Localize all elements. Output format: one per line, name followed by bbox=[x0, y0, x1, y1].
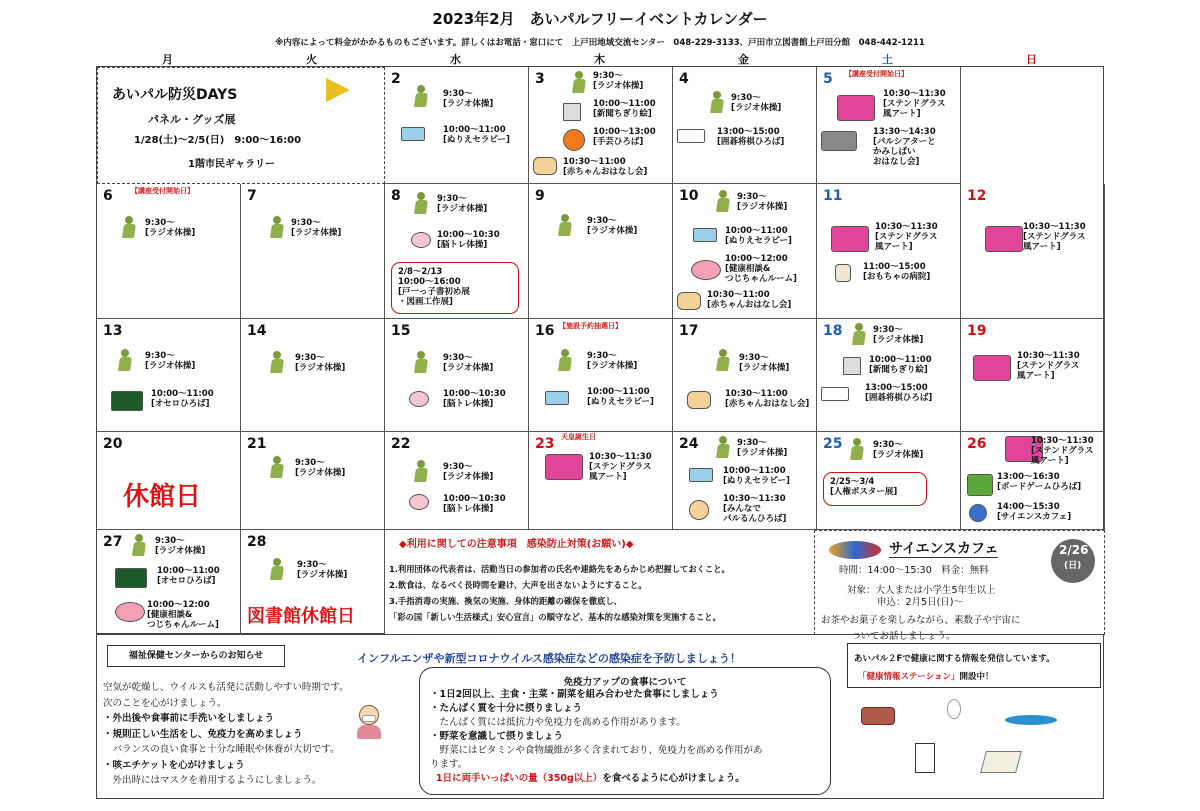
day-cell bbox=[817, 67, 961, 184]
prevention-line: ・咳エチケットを心がけましょう bbox=[103, 759, 245, 771]
day-number: 26 bbox=[967, 436, 987, 452]
day-number: 11 bbox=[823, 188, 843, 204]
meat-icon bbox=[861, 707, 895, 725]
event-text: 9:30～ [ラジオ体操] bbox=[873, 440, 924, 460]
science-cafe-panel bbox=[814, 530, 1105, 642]
day-cell bbox=[673, 432, 817, 530]
radio-exercise-icon bbox=[571, 71, 587, 93]
exhibit-place: 1階市民ギャラリー bbox=[188, 159, 275, 170]
event-text: 13:00～16:30 [ボードゲームひろば] bbox=[997, 472, 1082, 492]
radio-exercise-icon bbox=[269, 558, 285, 580]
day-number: 13 bbox=[103, 323, 123, 339]
radio-exercise-icon bbox=[715, 349, 731, 371]
radio-exercise-icon bbox=[413, 460, 429, 482]
stained-icon bbox=[985, 226, 1023, 252]
science-cafe-line: ついてお話しましょう。 bbox=[851, 631, 956, 642]
welfare-center-label: 福祉保健センターからのお知らせ bbox=[107, 645, 285, 667]
weekday-label: 火 bbox=[306, 53, 317, 66]
event-text: 9:30～ [ラジオ体操] bbox=[443, 353, 494, 373]
event-text: 10:30～11:30 [ステンドグラス 風アート] bbox=[875, 222, 938, 252]
event-text: 9:30～ [ラジオ体操] bbox=[737, 438, 788, 458]
exhibit-dates: 1/28(土)～2/5(日) 9:00～16:00 bbox=[134, 135, 302, 146]
event-text: 9:30～ [ラジオ体操] bbox=[145, 218, 196, 238]
event-text: 10:30～11:30 [ステンドグラス 風アート] bbox=[1023, 222, 1086, 252]
closed-day-label: 休館日 bbox=[123, 482, 202, 512]
page-title: 2023年2月 あいパルフリーイベントカレンダー bbox=[432, 10, 768, 28]
event-text: 10:30～11:00 [赤ちゃんおはなし会] bbox=[707, 290, 792, 310]
event-text: 10:00～10:30 [脳トレ体操] bbox=[437, 230, 500, 250]
radio-exercise-icon bbox=[117, 349, 133, 371]
day-number: 7 bbox=[247, 188, 257, 204]
weekday-label: 水 bbox=[450, 53, 461, 66]
event-text: 10:30～11:30 [ステンドグラス 風アート] bbox=[589, 452, 652, 482]
science-cafe-line: 申込：2月5日(日)～ bbox=[877, 597, 964, 608]
planet-icon bbox=[829, 541, 881, 559]
day-cell bbox=[817, 184, 961, 319]
event-text: 14:00～15:30 [サイエンスカフェ] bbox=[997, 502, 1072, 522]
vegetable-amount: 1日に両手いっぱいの量（350g以上） bbox=[436, 773, 603, 784]
event-text: 9:30～ [ラジオ体操] bbox=[297, 560, 348, 580]
day-tag: 【講座受付開始日】 bbox=[845, 70, 908, 78]
weekday-label: 木 bbox=[594, 53, 605, 66]
milk-icon bbox=[915, 743, 935, 773]
food-advice-last-rest: を食べるように心がけましょう。 bbox=[602, 773, 745, 784]
radio-exercise-icon bbox=[269, 216, 285, 238]
prevention-line: ・外出後や食事前に手洗いをしましょう bbox=[103, 713, 275, 724]
health-station-name: 「健康情報ステーション」 bbox=[858, 672, 960, 682]
event-text: 10:30～11:30 [ステンドグラス 風アート] bbox=[1031, 436, 1094, 466]
day-cell bbox=[961, 184, 1105, 319]
caution-item: 「彩の国「新しい生活様式」安心宣言」の順守など、基本的な感染対策を実施すること。 bbox=[389, 612, 721, 622]
food-advice-line: ・野菜を意識して摂りましょう bbox=[430, 731, 564, 742]
kenko-icon bbox=[115, 602, 145, 622]
stained-icon bbox=[545, 454, 583, 480]
event-text: 10:00～13:00 [手芸ひろば] bbox=[593, 127, 656, 147]
science-cafe-date: 2/26 bbox=[1059, 543, 1089, 557]
kenko-icon bbox=[691, 260, 721, 280]
calligraphy-exhibit-box: 2/8～2/13 10:00～16:00 [戸一っ子書初め展 ・図画工作展] bbox=[391, 262, 519, 314]
event-text: 10:30～11:30 [みんなで パルるんひろば] bbox=[723, 494, 787, 524]
food-advice-line: ります。 bbox=[430, 759, 468, 770]
day-number: 19 bbox=[967, 323, 987, 339]
egg-icon bbox=[947, 699, 961, 719]
caution-panel bbox=[385, 530, 817, 635]
event-text: 9:30～ [ラジオ体操] bbox=[295, 458, 346, 478]
food-advice-line: 野菜にはビタミンや食物繊維が多く含まれており、免疫力を高める作用があ bbox=[430, 745, 763, 756]
radio-exercise-icon bbox=[851, 323, 867, 345]
othello-icon bbox=[115, 568, 147, 588]
prevention-line: ・規則正しい生活をし、免疫力を高めましょう bbox=[103, 728, 303, 740]
event-text: 9:30～ [ラジオ体操] bbox=[443, 89, 494, 109]
igo-icon bbox=[677, 129, 705, 143]
event-text: 10:00～11:00 [新聞ちぎり絵] bbox=[593, 99, 656, 119]
event-text: 10:00～11:00 [新聞ちぎり絵] bbox=[869, 355, 932, 375]
day-cell bbox=[97, 432, 241, 530]
radio-exercise-icon bbox=[557, 214, 573, 236]
day-number: 23 bbox=[535, 436, 555, 452]
day-cell bbox=[673, 67, 817, 184]
event-text: 9:30～ [ラジオ体操] bbox=[291, 218, 342, 238]
nurie-icon bbox=[689, 468, 713, 482]
weekday-label: 土 bbox=[882, 53, 893, 66]
stained-icon bbox=[831, 226, 869, 252]
day-cell bbox=[241, 432, 385, 530]
day-cell bbox=[97, 319, 241, 432]
science-cafe-line: お茶やお菓子を楽しみながら、素数子や宇宙に bbox=[821, 615, 1021, 626]
caution-item: 3.手指消毒の実施、換気の実施、身体的距離の確保を徹底し、 bbox=[389, 596, 622, 606]
infection-headline: インフルエンザや新型コロナウイルス感染症などの感染症を予防しましょう！ bbox=[357, 652, 741, 665]
day-number: 28 bbox=[247, 534, 267, 550]
day-cell bbox=[385, 319, 529, 432]
food-advice-line: ・1日2回以上、主食・主菜・副菜を組み合わせた食事にしましょう bbox=[430, 689, 719, 700]
science-cafe-line: 対象：大人または小学生5年生以上 bbox=[847, 585, 996, 596]
radio-exercise-icon bbox=[131, 534, 147, 556]
human-rights-poster-box: 2/25～3/4 [人権ポスター展] bbox=[823, 472, 927, 506]
contact-notice: ※内容によって料金がかかるものもございます。詳しくはお電話・窓口にて 上戸田地域交流センター 048-229-3133、戸田市立図書館上戸田分館 048-442-1211 bbox=[275, 38, 925, 48]
health-station-line bbox=[858, 670, 994, 682]
brain-icon bbox=[411, 232, 431, 248]
health-station-text: あいパル２Fで健康に関する情報を発信しています。 bbox=[854, 654, 1055, 664]
palsiator-icon bbox=[821, 131, 857, 151]
igo-icon bbox=[821, 387, 849, 401]
caution-item: 2.飲食は、なるべく長時間を避け、大声を出さないようにすること。 bbox=[389, 580, 647, 590]
exhibit-subtitle: パネル・グッズ展 bbox=[148, 113, 236, 126]
day-number: 20 bbox=[103, 436, 123, 452]
weekday-label: 金 bbox=[738, 53, 749, 66]
othello-icon bbox=[111, 391, 143, 411]
event-text: 10:00～10:30 [脳トレ体操] bbox=[443, 389, 506, 409]
event-text: 10:00～11:00 [ぬりえセラピー] bbox=[725, 226, 792, 246]
day-number: 27 bbox=[103, 534, 123, 550]
exhibit-panel bbox=[97, 67, 385, 184]
library-closed-label: 図書館休館日 bbox=[247, 606, 355, 627]
day-tag: 【施設予約抽選日】 bbox=[559, 322, 622, 330]
minna-icon bbox=[689, 500, 709, 520]
event-text: 9:30～ [ラジオ体操] bbox=[443, 462, 494, 482]
radio-exercise-icon bbox=[709, 91, 725, 113]
day-cell bbox=[529, 184, 673, 319]
day-number: 22 bbox=[391, 436, 411, 452]
event-text: 10:30～11:00 [赤ちゃんおはなし会] bbox=[725, 389, 810, 409]
radio-exercise-icon bbox=[413, 85, 429, 107]
event-text: 9:30～ [ラジオ体操] bbox=[873, 325, 924, 345]
event-text: 10:00～11:00 [ぬりえセラピー] bbox=[723, 466, 790, 486]
event-text: 11:00～15:00 [おもちゃの病院] bbox=[863, 262, 931, 282]
brain-icon bbox=[409, 494, 429, 510]
day-number: 18 bbox=[823, 323, 843, 339]
day-number: 6 bbox=[103, 188, 113, 204]
food-advice-line: たんぱく質には抵抗力や免疫力を高める作用があります。 bbox=[430, 717, 686, 728]
day-tag: 天皇誕生日 bbox=[561, 433, 596, 441]
day-cell bbox=[97, 530, 241, 635]
radio-exercise-icon bbox=[413, 351, 429, 373]
radio-exercise-icon bbox=[269, 456, 285, 478]
radio-exercise-icon bbox=[715, 436, 731, 458]
event-text: 10:00～11:00 [ぬりえセラピー] bbox=[587, 387, 654, 407]
day-number: 10 bbox=[679, 188, 699, 204]
event-text: 9:30～ [ラジオ体操] bbox=[145, 351, 196, 371]
day-number: 3 bbox=[535, 71, 545, 87]
weekday-label: 日 bbox=[1026, 53, 1037, 66]
event-text: 9:30～ [ラジオ体操] bbox=[737, 192, 788, 212]
day-number: 2 bbox=[391, 71, 401, 87]
event-text: 9:30～ [ラジオ体操] bbox=[587, 351, 638, 371]
akachan-icon bbox=[677, 292, 701, 310]
akachan-icon bbox=[533, 157, 557, 175]
shugei-icon bbox=[563, 129, 585, 151]
food-advice-line: ・たんぱく質を十分に摂りましょう bbox=[430, 703, 583, 714]
fish-icon bbox=[1005, 715, 1057, 725]
prevention-line: バランスの良い食事と十分な睡眠や休養が大切です。 bbox=[103, 744, 340, 755]
day-number: 12 bbox=[967, 188, 987, 204]
omocha-icon bbox=[835, 264, 851, 282]
stained-icon bbox=[973, 355, 1011, 381]
day-tag: 【講座受付開始日】 bbox=[131, 187, 194, 195]
day-number: 9 bbox=[535, 188, 545, 204]
nurie-icon bbox=[545, 391, 569, 405]
event-text: 10:00～11:00 [ぬりえセラピー] bbox=[443, 125, 510, 145]
day-cell bbox=[241, 184, 385, 319]
food-advice-box bbox=[419, 667, 831, 795]
radio-exercise-icon bbox=[849, 438, 865, 460]
day-number: 4 bbox=[679, 71, 689, 87]
day-number: 8 bbox=[391, 188, 401, 204]
event-text: 9:30～ [ラジオ体操] bbox=[739, 353, 790, 373]
weekday-label: 月 bbox=[162, 53, 173, 66]
event-text: 9:30～ [ラジオ体操] bbox=[731, 93, 782, 113]
event-text: 9:30～ [ラジオ体操] bbox=[593, 71, 644, 91]
radio-exercise-icon bbox=[269, 351, 285, 373]
radio-exercise-icon bbox=[121, 216, 137, 238]
mask-person-icon bbox=[355, 705, 383, 741]
radio-exercise-icon bbox=[557, 349, 573, 371]
board-icon bbox=[967, 474, 993, 496]
event-text: 10:00～10:30 [脳トレ体操] bbox=[443, 494, 506, 514]
nurie-icon bbox=[401, 127, 425, 141]
event-text: 10:00～12:00 [健康相談& つじちゃんルーム] bbox=[147, 600, 219, 630]
prevention-line: 次のことを心がけましょう。 bbox=[103, 697, 227, 709]
event-text: 10:00～11:00 [オセロひろば] bbox=[157, 566, 220, 586]
day-number: 15 bbox=[391, 323, 411, 339]
brain-icon bbox=[409, 391, 429, 407]
day-number: 17 bbox=[679, 323, 699, 339]
prevention-line: 空気が乾燥し、ウイルスも活発に活動しやすい時期です。 bbox=[103, 682, 349, 693]
prevention-line: 外出時にはマスクを着用するようにしましょう。 bbox=[103, 775, 322, 786]
stained-icon bbox=[837, 95, 875, 121]
event-text: 10:30～11:30 [ステンドグラス 風アート] bbox=[1017, 351, 1080, 381]
event-text: 10:00～12:00 [健康相談& つじちゃんルーム] bbox=[725, 254, 797, 284]
day-cell bbox=[529, 319, 673, 432]
exhibit-title: あいパル防災DAYS bbox=[112, 87, 238, 103]
day-number: 21 bbox=[247, 436, 267, 452]
event-text: 9:30～ [ラジオ体操] bbox=[587, 216, 638, 236]
caution-item: 1.利用団体の代表者は、活動当日の参加者の氏名や連絡先をあらかじめ把握しておくこと。 bbox=[389, 564, 730, 574]
event-text: 10:30～11:00 [赤ちゃんおはなし会] bbox=[563, 157, 648, 177]
science-icon bbox=[969, 504, 987, 522]
calendar-grid bbox=[96, 66, 1104, 642]
day-cell bbox=[385, 67, 529, 184]
day-number: 25 bbox=[823, 436, 843, 452]
tofu-icon bbox=[980, 751, 1022, 773]
shinbun-icon bbox=[843, 357, 861, 375]
science-cafe-dow: (日) bbox=[1064, 561, 1082, 571]
health-station-open: 開設中！ bbox=[959, 672, 994, 682]
day-cell bbox=[529, 432, 673, 530]
day-cell bbox=[673, 184, 817, 319]
radio-exercise-icon bbox=[715, 190, 731, 212]
day-number: 14 bbox=[247, 323, 267, 339]
day-number: 16 bbox=[535, 323, 555, 339]
science-cafe-title: サイエンスカフェ bbox=[889, 541, 999, 557]
event-text: 9:30～ [ラジオ体操] bbox=[295, 353, 346, 373]
event-text: 10:30～11:30 [ステンドグラス 風アート] bbox=[883, 89, 946, 119]
nurie-icon bbox=[693, 228, 717, 242]
food-advice-last bbox=[436, 772, 745, 786]
event-text: 13:00～15:00 [囲碁将棋ひろば] bbox=[717, 127, 785, 147]
shinbun-icon bbox=[563, 103, 581, 121]
day-cell bbox=[673, 319, 817, 432]
event-text: 9:30～ [ラジオ体操] bbox=[437, 194, 488, 214]
science-cafe-line: 時間：14:00～15:30 料金：無料 bbox=[839, 565, 989, 576]
day-cell bbox=[817, 319, 961, 432]
health-notice-section bbox=[96, 634, 1104, 799]
megaphone-icon bbox=[326, 78, 350, 102]
event-text: 10:00～11:00 [オセロひろば] bbox=[151, 389, 214, 409]
day-cell bbox=[385, 432, 529, 530]
day-number: 24 bbox=[679, 436, 699, 452]
day-number: 5 bbox=[823, 71, 833, 87]
event-text: 13:00～15:00 [囲碁将棋ひろば] bbox=[865, 383, 933, 403]
food-advice-title: 免疫力アップの食事について bbox=[563, 677, 687, 688]
day-cell bbox=[961, 319, 1105, 432]
radio-exercise-icon bbox=[413, 192, 429, 214]
day-cell bbox=[961, 432, 1105, 530]
day-cell bbox=[241, 319, 385, 432]
akachan-icon bbox=[687, 391, 711, 409]
event-text: 13:30～14:30 [パルシアターと かみしばい おはなし会] bbox=[873, 127, 936, 167]
event-text: 9:30～ [ラジオ体操] bbox=[155, 536, 206, 556]
day-cell bbox=[97, 184, 241, 319]
day-cell bbox=[529, 67, 673, 184]
caution-title: ◆利用に関しての注意事項 感染防止対策(お願い)◆ bbox=[399, 539, 634, 550]
health-station-box bbox=[847, 643, 1101, 688]
